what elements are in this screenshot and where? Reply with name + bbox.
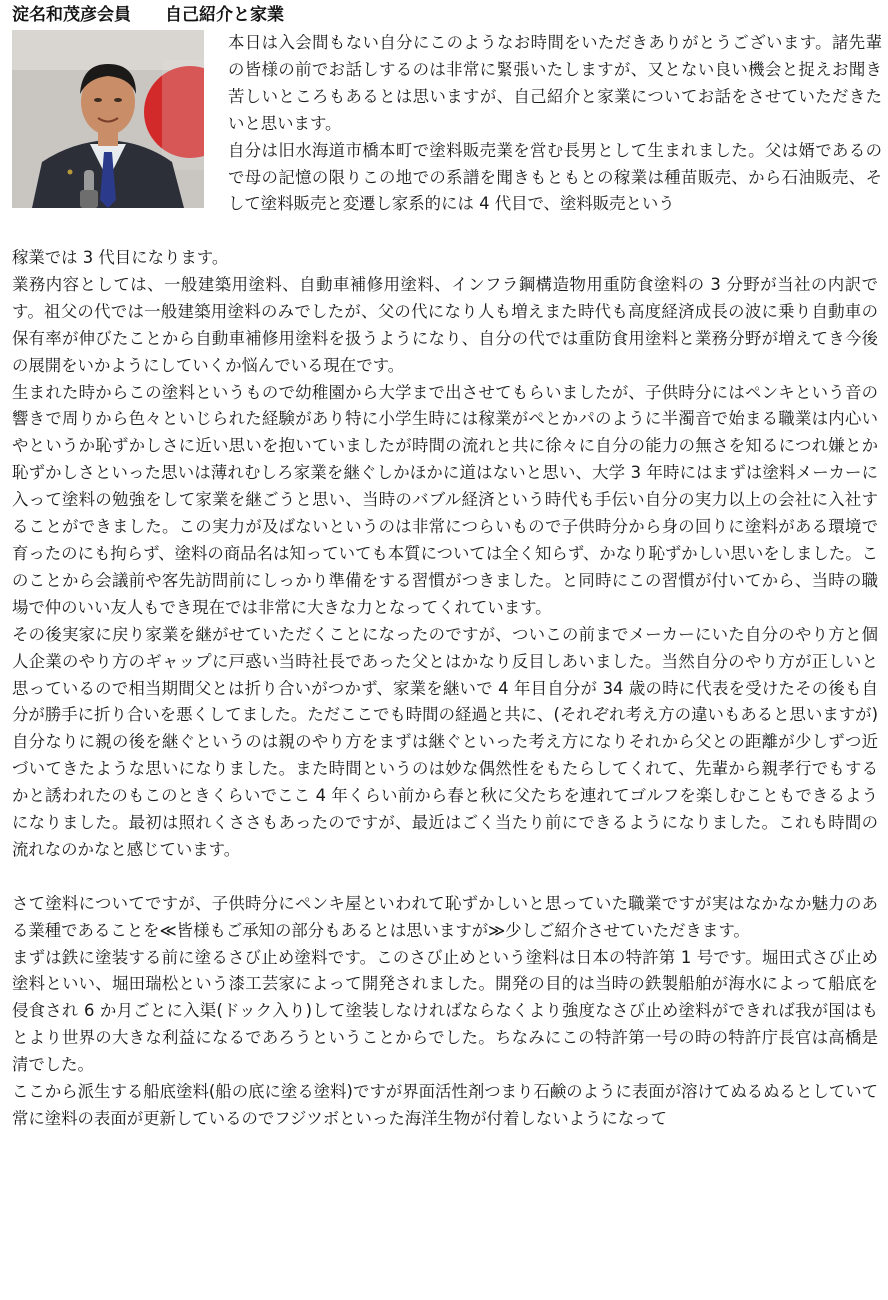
left-eye [94, 98, 102, 102]
intro-paragraph-family: 自分は旧水海道市橋本町で塗料販売業を営む長男として生まれました。父は婿であるので母の記憶の限りこの地での系譜を聞きもともとの稼業は種苗販売、から石油販売、そして塗料販売と変遷し家系的には 4 代目で、塗料販売という [228, 140, 882, 214]
member-portrait-photo [12, 30, 204, 208]
page-title: 淀名和茂彦会員 自己紹介と家業 [12, 5, 284, 25]
intro-paragraph-greeting: 本日は入会間もない自分にこのようなお時間をいただきありがとうございます。諸先輩の皆様の前でお話しするのは非常に緊張いたしますが、又とない良い機会と捉えお聞き苦しいところもあるとは思いますが、自己紹介と家業についてお話をさせていただきたいと思います。 [228, 33, 882, 133]
paragraph-spacer [12, 864, 878, 891]
right-eye [114, 98, 122, 102]
flag-cloth [162, 60, 204, 170]
intro-text-block [228, 30, 882, 218]
portrait-illustration [12, 30, 204, 208]
body-paragraph-childhood: 生まれた時からこの塗料というもので幼稚園から大学まで出させてもらいましたが、子供時分にはペンキという音の響きで周りから色々といじられた経験があり特に小学生時には稼業がぺとかパのように半濁音で始まる職業は内心いやというか恥ずかしさに近い思いを抱いていましたが時間の流れと共に徐々に自分の能力の無さを知るにつれ嫌とか恥ずかしさといった思いは薄れむしろ家業を継ぐしかほかに道はないと思い、大学 3 年時にはまずは塗料メーカーに入って塗料の勉強をして家業を継ごうと思い、当時のバブル経済という時代も手伝い自分の実力以上の会社に入社することができました。この実力が及ばないというのは非常につらいもので子供時分から身の回りに塗料がある環境で育ったのにも拘らず、塗料の商品名は知っていても本質については全く知らず、かなり恥ずかしい思いをしました。このことから会議前や客先訪問前にしっかり準備をする習慣がつきました。と同時にこの習慣が付いてから、当時の職場で仲のいい友人もでき現在では非常に大きな力となってくれています。 [12, 382, 878, 617]
body-paragraph-paint-intro: さて塗料についてですが、子供時分にペンキ屋といわれて恥ずかしいと思っていた職業ですが実はなかなか魅力のある業種であることを≪皆様もご承知の部分もあるとは思いますが≫少しご紹介させていただきます。 [12, 893, 878, 940]
lapel-pin [68, 170, 73, 175]
body-paragraph-anticorrosion: まずは鉄に塗装する前に塗るさび止め塗料です。このさび止めという塗料は日本の特許第 1 号です。堀田式さび止め塗料といい、堀田瑞松という漆工芸家によって開発されました。開発の目的は当時の鉄製船舶が海水によって船底を侵食され 6 か月ごとに入渠(ドック入り)して塗装しなければならなくより強度なさび止め塗料ができれば我が国はもとより世界の大きな利益になるであろうということからでした。ちなみにこの特許第一号の時の特許庁長官は高橋是清でした。 [12, 947, 878, 1075]
body-paragraph-succession: その後実家に戻り家業を継がせていただくことになったのですが、ついこの前までメーカーにいた自分のやり方と個人企業のやり方のギャップに戸惑い当時社長であった父とはかなり反目しあいました。当然自分のやり方が正しいと思っているので相当期間父とは折り合いがつかず、家業を継いで 4 年目自分が 34 歳の時に代表を受けたその後も自分が勝手に折り合いを悪くしてました。ただここでも時間の経過と共に、(それぞれ考え方の違いもあると思いますが) 自分なりに親の後を継ぐというのは親のやり方をまずは継ぐといった考え方になりそれから父との距離が少しずつ近づいてきたような思いになりました。また時間というのは妙な偶然性をもたらしてくれて、先輩から親孝行でもするかと誘われたのもこのときくらいでここ 4 年くらい前から春と秋に父たちを連れてゴルフを楽しむこともできるようになりました。最初は照れくささもあったのですが、最近はごく当たり前にできるようになりました。これも時間の流れなのかなと感じています。 [12, 624, 878, 859]
body-paragraph-business: 業務内容としては、一般建築用塗料、自動車補修用塗料、インフラ鋼構造物用重防食塗料の 3 分野が当社の内訳です。祖父の代では一般建築用塗料のみでしたが、父の代になり人も増えまた時代も高度経済成長の波に乗り自動車の保有率が伸びたことから自動車補修用塗料を扱うようになり、自分の代では重防食用塗料と業務分野が増えてき今後の展開をいかようにしていくか悩んでいる現在です。 [12, 274, 878, 375]
intro-paragraph-family-continued: 稼業では 3 代目になります。 [12, 248, 229, 267]
body-paragraph-hull-paint: ここから派生する船底塗料(船の底に塗る塗料)ですが界面活性剤つまり石鹸のように表面が溶けてぬるぬるとしていて常に塗料の表面が更新しているのでフジツボといった海洋生物が付着しないようになって [12, 1082, 878, 1128]
microphone-stand [80, 190, 98, 208]
article-body [12, 245, 878, 1133]
